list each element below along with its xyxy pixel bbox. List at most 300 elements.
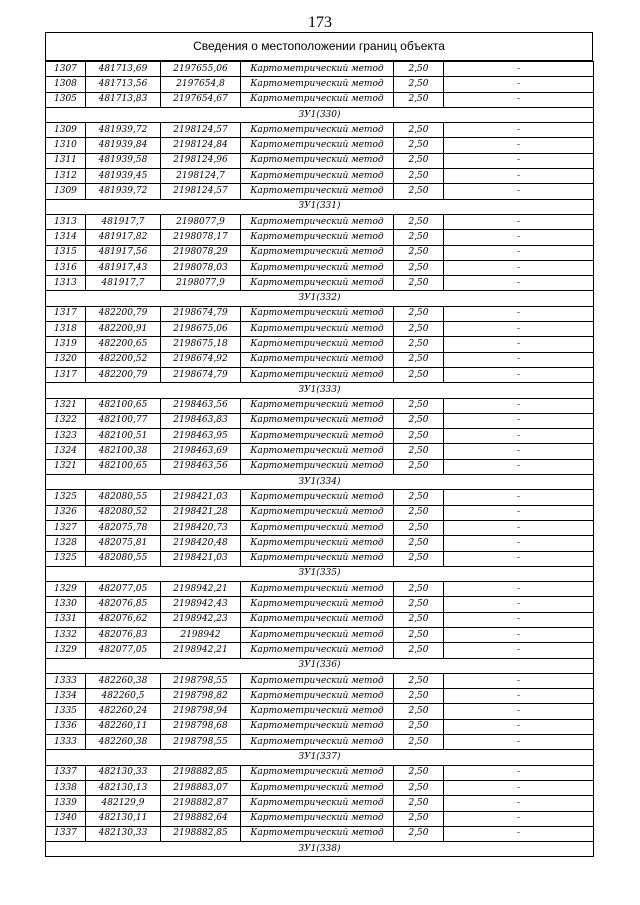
x-coordinate-cell: 482100,38 — [86, 444, 161, 459]
description-cell: - — [444, 153, 594, 168]
group-label: ЗУ1(334) — [46, 475, 594, 490]
y-coordinate-cell: 2198882,87 — [161, 796, 241, 811]
table-heading: Сведения о местоположении границ объекта — [45, 32, 593, 61]
x-coordinate-cell: 482077,05 — [86, 582, 161, 597]
x-coordinate-cell: 482100,77 — [86, 413, 161, 428]
x-coordinate-cell: 482200,52 — [86, 352, 161, 367]
precision-cell: 2,50 — [394, 398, 444, 413]
x-coordinate-cell: 482260,38 — [86, 673, 161, 688]
precision-cell: 2,50 — [394, 826, 444, 841]
precision-cell: 2,50 — [394, 138, 444, 153]
table-row — [46, 322, 594, 337]
point-number-cell: 1336 — [46, 719, 86, 734]
method-cell: Картометрический метод — [241, 536, 394, 551]
table-row — [46, 153, 594, 168]
precision-cell: 2,50 — [394, 505, 444, 520]
point-number-cell: 1324 — [46, 444, 86, 459]
precision-cell: 2,50 — [394, 92, 444, 107]
method-cell: Картометрический метод — [241, 643, 394, 658]
table-row — [46, 230, 594, 245]
table-row — [46, 811, 594, 826]
y-coordinate-cell: 2198798,82 — [161, 689, 241, 704]
y-coordinate-cell: 2198420,73 — [161, 520, 241, 535]
coordinates-table — [45, 61, 594, 857]
method-cell: Картометрический метод — [241, 612, 394, 627]
description-cell: - — [444, 551, 594, 566]
group-label: ЗУ1(331) — [46, 199, 594, 214]
precision-cell: 2,50 — [394, 123, 444, 138]
description-cell: - — [444, 337, 594, 352]
table-row — [46, 398, 594, 413]
y-coordinate-cell: 2198942,43 — [161, 597, 241, 612]
x-coordinate-cell: 482200,91 — [86, 322, 161, 337]
method-cell: Картометрический метод — [241, 62, 394, 77]
point-number-cell: 1337 — [46, 826, 86, 841]
y-coordinate-cell: 2198078,17 — [161, 230, 241, 245]
point-number-cell: 1338 — [46, 780, 86, 795]
point-number-cell: 1326 — [46, 505, 86, 520]
y-coordinate-cell: 2198463,69 — [161, 444, 241, 459]
point-number-cell: 1316 — [46, 260, 86, 275]
precision-cell: 2,50 — [394, 444, 444, 459]
x-coordinate-cell: 482076,83 — [86, 627, 161, 642]
x-coordinate-cell: 482260,38 — [86, 735, 161, 750]
method-cell: Картометрический метод — [241, 551, 394, 566]
description-cell: - — [444, 505, 594, 520]
precision-cell: 2,50 — [394, 673, 444, 688]
method-cell: Картометрический метод — [241, 322, 394, 337]
x-coordinate-cell: 482200,79 — [86, 367, 161, 382]
group-header-row — [46, 291, 594, 306]
table-row — [46, 429, 594, 444]
group-label: ЗУ1(333) — [46, 383, 594, 398]
description-cell: - — [444, 245, 594, 260]
precision-cell: 2,50 — [394, 62, 444, 77]
table-row — [46, 337, 594, 352]
precision-cell: 2,50 — [394, 780, 444, 795]
x-coordinate-cell: 482260,24 — [86, 704, 161, 719]
precision-cell: 2,50 — [394, 260, 444, 275]
precision-cell: 2,50 — [394, 551, 444, 566]
point-number-cell: 1320 — [46, 352, 86, 367]
table-row — [46, 123, 594, 138]
precision-cell: 2,50 — [394, 367, 444, 382]
method-cell: Картометрический метод — [241, 123, 394, 138]
point-number-cell: 1308 — [46, 77, 86, 92]
x-coordinate-cell: 482130,13 — [86, 780, 161, 795]
precision-cell: 2,50 — [394, 245, 444, 260]
point-number-cell: 1335 — [46, 704, 86, 719]
x-coordinate-cell: 482076,85 — [86, 597, 161, 612]
group-label: ЗУ1(330) — [46, 107, 594, 122]
precision-cell: 2,50 — [394, 230, 444, 245]
method-cell: Картометрический метод — [241, 413, 394, 428]
table-row — [46, 735, 594, 750]
precision-cell: 2,50 — [394, 337, 444, 352]
point-number-cell: 1340 — [46, 811, 86, 826]
method-cell: Картометрический метод — [241, 245, 394, 260]
table-row — [46, 138, 594, 153]
table-row — [46, 704, 594, 719]
y-coordinate-cell: 2198124,84 — [161, 138, 241, 153]
description-cell: - — [444, 627, 594, 642]
page-number: 173 — [308, 14, 332, 31]
method-cell: Картометрический метод — [241, 398, 394, 413]
method-cell: Картометрический метод — [241, 490, 394, 505]
table-row — [46, 459, 594, 474]
x-coordinate-cell: 482080,55 — [86, 490, 161, 505]
method-cell: Картометрический метод — [241, 260, 394, 275]
method-cell: Картометрический метод — [241, 92, 394, 107]
method-cell: Картометрический метод — [241, 77, 394, 92]
group-header-row — [46, 750, 594, 765]
y-coordinate-cell: 2198463,56 — [161, 459, 241, 474]
description-cell: - — [444, 352, 594, 367]
x-coordinate-cell: 481939,45 — [86, 169, 161, 184]
group-header-row — [46, 658, 594, 673]
description-cell: - — [444, 429, 594, 444]
table-row — [46, 490, 594, 505]
y-coordinate-cell: 2197654,8 — [161, 77, 241, 92]
description-cell: - — [444, 306, 594, 321]
y-coordinate-cell: 2198675,06 — [161, 322, 241, 337]
y-coordinate-cell: 2198942,23 — [161, 612, 241, 627]
y-coordinate-cell: 2198124,96 — [161, 153, 241, 168]
y-coordinate-cell: 2198124,57 — [161, 123, 241, 138]
precision-cell: 2,50 — [394, 276, 444, 291]
method-cell: Картометрический метод — [241, 505, 394, 520]
method-cell: Картометрический метод — [241, 153, 394, 168]
point-number-cell: 1333 — [46, 673, 86, 688]
y-coordinate-cell: 2198942,21 — [161, 582, 241, 597]
method-cell: Картометрический метод — [241, 673, 394, 688]
description-cell: - — [444, 826, 594, 841]
point-number-cell: 1331 — [46, 612, 86, 627]
point-number-cell: 1317 — [46, 367, 86, 382]
description-cell: - — [444, 765, 594, 780]
x-coordinate-cell: 482130,33 — [86, 826, 161, 841]
point-number-cell: 1311 — [46, 153, 86, 168]
description-cell: - — [444, 322, 594, 337]
group-header-row — [46, 383, 594, 398]
description-cell: - — [444, 367, 594, 382]
x-coordinate-cell: 481917,7 — [86, 276, 161, 291]
y-coordinate-cell: 2198798,94 — [161, 704, 241, 719]
method-cell: Картометрический метод — [241, 582, 394, 597]
point-number-cell: 1310 — [46, 138, 86, 153]
method-cell: Картометрический метод — [241, 826, 394, 841]
description-cell: - — [444, 77, 594, 92]
x-coordinate-cell: 482129,9 — [86, 796, 161, 811]
table-row — [46, 719, 594, 734]
precision-cell: 2,50 — [394, 811, 444, 826]
point-number-cell: 1322 — [46, 413, 86, 428]
x-coordinate-cell: 481917,7 — [86, 214, 161, 229]
table-row — [46, 92, 594, 107]
description-cell: - — [444, 490, 594, 505]
method-cell: Картометрический метод — [241, 459, 394, 474]
y-coordinate-cell: 2198124,7 — [161, 169, 241, 184]
precision-cell: 2,50 — [394, 459, 444, 474]
table-row — [46, 780, 594, 795]
precision-cell: 2,50 — [394, 153, 444, 168]
description-cell: - — [444, 444, 594, 459]
method-cell: Картометрический метод — [241, 811, 394, 826]
x-coordinate-cell: 481917,56 — [86, 245, 161, 260]
method-cell: Картометрический метод — [241, 780, 394, 795]
point-number-cell: 1328 — [46, 536, 86, 551]
y-coordinate-cell: 2198674,79 — [161, 367, 241, 382]
method-cell: Картометрический метод — [241, 230, 394, 245]
x-coordinate-cell: 482076,62 — [86, 612, 161, 627]
y-coordinate-cell: 2198942 — [161, 627, 241, 642]
precision-cell: 2,50 — [394, 169, 444, 184]
precision-cell: 2,50 — [394, 306, 444, 321]
x-coordinate-cell: 481939,58 — [86, 153, 161, 168]
y-coordinate-cell: 2198078,03 — [161, 260, 241, 275]
point-number-cell: 1339 — [46, 796, 86, 811]
table-row — [46, 643, 594, 658]
description-cell: - — [444, 536, 594, 551]
method-cell: Картометрический метод — [241, 735, 394, 750]
y-coordinate-cell: 2197654,67 — [161, 92, 241, 107]
y-coordinate-cell: 2198463,56 — [161, 398, 241, 413]
precision-cell: 2,50 — [394, 184, 444, 199]
method-cell: Картометрический метод — [241, 520, 394, 535]
x-coordinate-cell: 482080,55 — [86, 551, 161, 566]
description-cell: - — [444, 719, 594, 734]
group-label: ЗУ1(337) — [46, 750, 594, 765]
table-row — [46, 505, 594, 520]
description-cell: - — [444, 260, 594, 275]
point-number-cell: 1329 — [46, 582, 86, 597]
table-row — [46, 673, 594, 688]
table-row — [46, 352, 594, 367]
precision-cell: 2,50 — [394, 735, 444, 750]
description-cell: - — [444, 123, 594, 138]
point-number-cell: 1313 — [46, 276, 86, 291]
description-cell: - — [444, 214, 594, 229]
group-label: ЗУ1(332) — [46, 291, 594, 306]
precision-cell: 2,50 — [394, 643, 444, 658]
x-coordinate-cell: 481713,69 — [86, 62, 161, 77]
group-label: ЗУ1(335) — [46, 566, 594, 581]
table-row — [46, 582, 594, 597]
table-row — [46, 765, 594, 780]
point-number-cell: 1334 — [46, 689, 86, 704]
description-cell: - — [444, 184, 594, 199]
group-header-row — [46, 566, 594, 581]
method-cell: Картометрический метод — [241, 367, 394, 382]
precision-cell: 2,50 — [394, 536, 444, 551]
point-number-cell: 1312 — [46, 169, 86, 184]
x-coordinate-cell: 482260,11 — [86, 719, 161, 734]
precision-cell: 2,50 — [394, 627, 444, 642]
method-cell: Картометрический метод — [241, 689, 394, 704]
x-coordinate-cell: 481713,56 — [86, 77, 161, 92]
group-header-row — [46, 842, 594, 857]
method-cell: Картометрический метод — [241, 169, 394, 184]
description-cell: - — [444, 138, 594, 153]
table-row — [46, 245, 594, 260]
precision-cell: 2,50 — [394, 429, 444, 444]
y-coordinate-cell: 2198421,03 — [161, 490, 241, 505]
table-row — [46, 444, 594, 459]
precision-cell: 2,50 — [394, 719, 444, 734]
point-number-cell: 1325 — [46, 551, 86, 566]
method-cell: Картометрический метод — [241, 138, 394, 153]
precision-cell: 2,50 — [394, 490, 444, 505]
x-coordinate-cell: 482075,78 — [86, 520, 161, 535]
x-coordinate-cell: 482100,51 — [86, 429, 161, 444]
description-cell: - — [444, 811, 594, 826]
x-coordinate-cell: 482260,5 — [86, 689, 161, 704]
description-cell: - — [444, 459, 594, 474]
y-coordinate-cell: 2198883,07 — [161, 780, 241, 795]
description-cell: - — [444, 735, 594, 750]
y-coordinate-cell: 2198674,92 — [161, 352, 241, 367]
x-coordinate-cell: 481917,43 — [86, 260, 161, 275]
x-coordinate-cell: 481939,84 — [86, 138, 161, 153]
method-cell: Картометрический метод — [241, 214, 394, 229]
y-coordinate-cell: 2198798,55 — [161, 735, 241, 750]
table-row — [46, 597, 594, 612]
method-cell: Картометрический метод — [241, 444, 394, 459]
precision-cell: 2,50 — [394, 704, 444, 719]
method-cell: Картометрический метод — [241, 184, 394, 199]
y-coordinate-cell: 2198077,9 — [161, 276, 241, 291]
table-row — [46, 627, 594, 642]
point-number-cell: 1330 — [46, 597, 86, 612]
x-coordinate-cell: 481939,72 — [86, 184, 161, 199]
table-row — [46, 169, 594, 184]
y-coordinate-cell: 2198882,64 — [161, 811, 241, 826]
description-cell: - — [444, 92, 594, 107]
point-number-cell: 1314 — [46, 230, 86, 245]
y-coordinate-cell: 2198882,85 — [161, 826, 241, 841]
method-cell: Картометрический метод — [241, 337, 394, 352]
method-cell: Картометрический метод — [241, 704, 394, 719]
description-cell: - — [444, 796, 594, 811]
table-row — [46, 77, 594, 92]
group-header-row — [46, 107, 594, 122]
description-cell: - — [444, 276, 594, 291]
method-cell: Картометрический метод — [241, 765, 394, 780]
description-cell: - — [444, 780, 594, 795]
x-coordinate-cell: 482100,65 — [86, 459, 161, 474]
table-row — [46, 612, 594, 627]
description-cell: - — [444, 612, 594, 627]
point-number-cell: 1315 — [46, 245, 86, 260]
table-row — [46, 276, 594, 291]
description-cell: - — [444, 398, 594, 413]
point-number-cell: 1325 — [46, 490, 86, 505]
x-coordinate-cell: 482080,52 — [86, 505, 161, 520]
description-cell: - — [444, 643, 594, 658]
table-row — [46, 367, 594, 382]
x-coordinate-cell: 482130,33 — [86, 765, 161, 780]
point-number-cell: 1313 — [46, 214, 86, 229]
table-row — [46, 260, 594, 275]
y-coordinate-cell: 2198882,85 — [161, 765, 241, 780]
method-cell: Картометрический метод — [241, 306, 394, 321]
table-row — [46, 184, 594, 199]
description-cell: - — [444, 582, 594, 597]
y-coordinate-cell: 2198077,9 — [161, 214, 241, 229]
group-header-row — [46, 199, 594, 214]
point-number-cell: 1305 — [46, 92, 86, 107]
table-row — [46, 306, 594, 321]
precision-cell: 2,50 — [394, 214, 444, 229]
precision-cell: 2,50 — [394, 413, 444, 428]
method-cell: Картометрический метод — [241, 627, 394, 642]
point-number-cell: 1309 — [46, 123, 86, 138]
y-coordinate-cell: 2198078,29 — [161, 245, 241, 260]
group-label: ЗУ1(338) — [46, 842, 594, 857]
x-coordinate-cell: 482200,65 — [86, 337, 161, 352]
precision-cell: 2,50 — [394, 597, 444, 612]
y-coordinate-cell: 2198420,48 — [161, 536, 241, 551]
x-coordinate-cell: 481939,72 — [86, 123, 161, 138]
x-coordinate-cell: 482100,65 — [86, 398, 161, 413]
point-number-cell: 1307 — [46, 62, 86, 77]
table-row — [46, 826, 594, 841]
point-number-cell: 1337 — [46, 765, 86, 780]
x-coordinate-cell: 482130,11 — [86, 811, 161, 826]
point-number-cell: 1318 — [46, 322, 86, 337]
description-cell: - — [444, 673, 594, 688]
point-number-cell: 1333 — [46, 735, 86, 750]
x-coordinate-cell: 482075,81 — [86, 536, 161, 551]
x-coordinate-cell: 482077,05 — [86, 643, 161, 658]
y-coordinate-cell: 2197655,06 — [161, 62, 241, 77]
y-coordinate-cell: 2198675,18 — [161, 337, 241, 352]
y-coordinate-cell: 2198421,28 — [161, 505, 241, 520]
table-row — [46, 536, 594, 551]
precision-cell: 2,50 — [394, 582, 444, 597]
point-number-cell: 1321 — [46, 459, 86, 474]
precision-cell: 2,50 — [394, 77, 444, 92]
y-coordinate-cell: 2198798,55 — [161, 673, 241, 688]
description-cell: - — [444, 169, 594, 184]
y-coordinate-cell: 2198463,95 — [161, 429, 241, 444]
precision-cell: 2,50 — [394, 352, 444, 367]
x-coordinate-cell: 481917,82 — [86, 230, 161, 245]
description-cell: - — [444, 689, 594, 704]
point-number-cell: 1332 — [46, 627, 86, 642]
method-cell: Картометрический метод — [241, 352, 394, 367]
point-number-cell: 1317 — [46, 306, 86, 321]
description-cell: - — [444, 704, 594, 719]
group-header-row — [46, 475, 594, 490]
point-number-cell: 1309 — [46, 184, 86, 199]
description-cell: - — [444, 62, 594, 77]
x-coordinate-cell: 481713,83 — [86, 92, 161, 107]
precision-cell: 2,50 — [394, 689, 444, 704]
y-coordinate-cell: 2198463,83 — [161, 413, 241, 428]
table-row — [46, 413, 594, 428]
precision-cell: 2,50 — [394, 612, 444, 627]
table-row — [46, 62, 594, 77]
y-coordinate-cell: 2198421,03 — [161, 551, 241, 566]
x-coordinate-cell: 482200,79 — [86, 306, 161, 321]
method-cell: Картометрический метод — [241, 429, 394, 444]
y-coordinate-cell: 2198674,79 — [161, 306, 241, 321]
method-cell: Картометрический метод — [241, 719, 394, 734]
table-row — [46, 689, 594, 704]
table-row — [46, 551, 594, 566]
point-number-cell: 1329 — [46, 643, 86, 658]
